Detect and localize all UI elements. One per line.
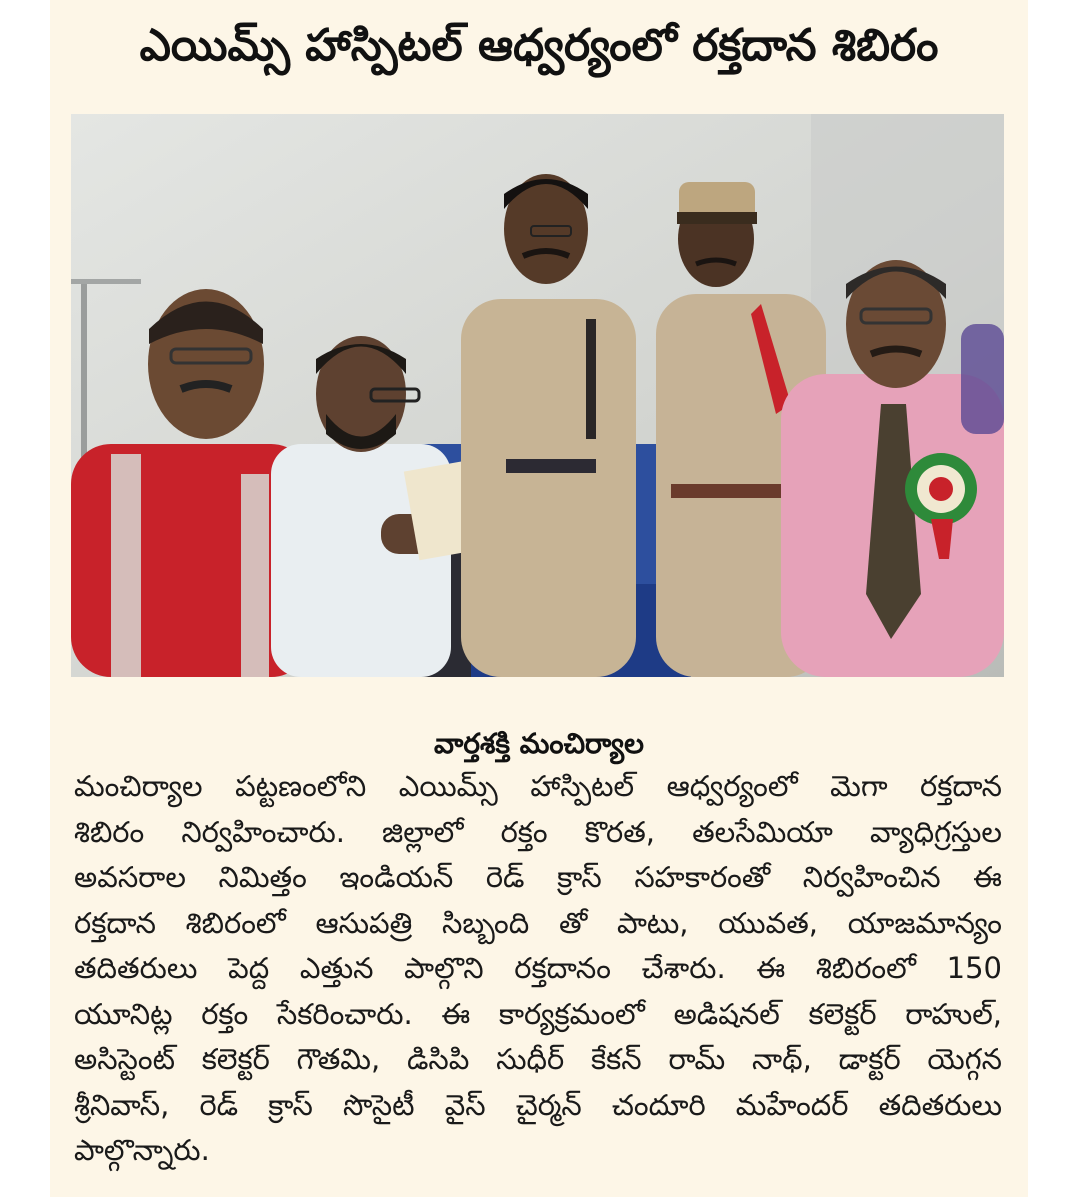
- dateline: వార్తశక్తి మంచిర్యాల: [434, 727, 644, 760]
- article-line: రక్తదాన శిబిరంలో ఆసుపత్రి సిబ్బంది తో పాటు, యువత, యాజమాన్యం: [74, 905, 1002, 940]
- news-photo: [71, 114, 1004, 677]
- article-line: తదితరులు పెద్ద ఎత్తున పాల్గొని రక్తదానం చేశారు. ఈ శిబిరంలో 150: [74, 951, 1002, 985]
- article-line: పాల్గొన్నారు.: [74, 1133, 210, 1167]
- article-line: అవసరాల నిమిత్తం ఇండియన్ రెడ్ క్రాస్ సహకారంతో నిర్వహించిన ఈ: [74, 860, 1002, 894]
- article-line: యూనిట్ల రక్తం సేకరించారు. ఈ కార్యక్రమంలో అడిషనల్ కలెక్టర్ రాహుల్,: [74, 996, 1002, 1031]
- headline: ఎయిమ్స్ హాస్పిటల్ ఆధ్వర్యంలో రక్తదాన శిబిరం: [139, 20, 939, 71]
- article-line: శిబిరం నిర్వహించారు. జిల్లాలో రక్తం కొరత, తలసేమియా వ్యాధిగ్రస్తుల: [74, 814, 1002, 849]
- article-line: మంచిర్యాల పట్టణంలోని ఎయిమ్స్ హాస్పిటల్ ఆధ్వర్యంలో మెగా రక్తదాన: [74, 769, 1002, 803]
- article-line: అసిస్టెంట్ కలెక్టర్ గౌతమి, డిసిపి సుధీర్ కేకన్ రామ్ నాథ్, డాక్టర్ యెగ్గన: [74, 1042, 1002, 1076]
- article-body: [74, 764, 1002, 1174]
- photo-illustration: [71, 114, 1004, 677]
- article-line: శ్రీనివాస్, రెడ్ క్రాస్ సొసైటీ వైస్ చైర్మన్ చందూరి మహేందర్ తదితరులు: [74, 1087, 1002, 1122]
